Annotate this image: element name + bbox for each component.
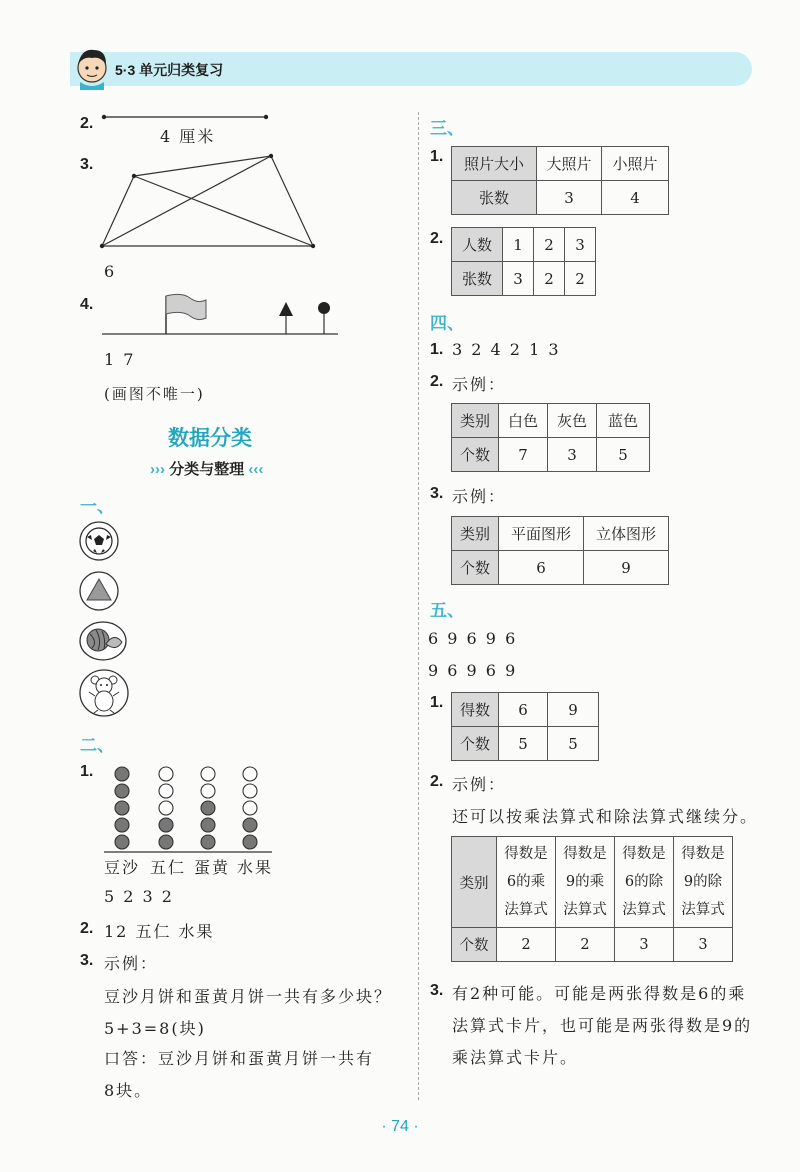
section-title: 数据分类 bbox=[168, 427, 252, 450]
part5-title: 五、 bbox=[430, 601, 464, 620]
bead-filled bbox=[115, 835, 129, 849]
table-cell: 个数 bbox=[452, 438, 499, 472]
bead-empty bbox=[201, 767, 215, 781]
bead-empty bbox=[243, 767, 257, 781]
quadrilateral-diagram bbox=[96, 150, 321, 254]
cell-line: 法算式 bbox=[622, 902, 666, 918]
bead-filled bbox=[159, 818, 173, 832]
bead-filled bbox=[159, 835, 173, 849]
table-cell: 灰色 bbox=[548, 404, 597, 438]
table-cell: 平面图形 bbox=[499, 517, 584, 551]
p5-q3-number: 3. bbox=[430, 982, 444, 999]
bead-counts: 5 2 3 2 bbox=[104, 887, 174, 906]
bead-empty bbox=[243, 784, 257, 798]
table-cell: 2 bbox=[565, 262, 596, 296]
table-cell bbox=[674, 837, 733, 928]
p5-q1-number: 1. bbox=[430, 694, 444, 711]
p2-q1-number: 1. bbox=[80, 763, 94, 780]
p4-q3-label: 示例： bbox=[452, 487, 507, 506]
arrows-right: ‹‹‹ bbox=[244, 461, 264, 478]
p4-q2-label: 示例： bbox=[452, 375, 507, 394]
table-cell: 立体图形 bbox=[584, 517, 669, 551]
table-cell: 9 bbox=[584, 551, 669, 585]
table-cell: 大照片 bbox=[537, 147, 602, 181]
p2-q3-line-3: 口答：豆沙月饼和蛋黄月饼一共有 bbox=[104, 1049, 375, 1068]
p2-q3-number: 3. bbox=[80, 952, 94, 969]
shape-table bbox=[451, 516, 669, 585]
table-cell: 类别 bbox=[452, 404, 499, 438]
table-cell: 得数 bbox=[452, 693, 499, 727]
part2-title: 二、 bbox=[80, 736, 114, 755]
bead-empty bbox=[243, 801, 257, 815]
table-cell: 照片大小 bbox=[452, 147, 537, 181]
table-cell: 5 bbox=[499, 727, 548, 761]
header-title: 5·3 单元归类复习 bbox=[115, 62, 224, 78]
q4-note: (画图不唯一) bbox=[104, 385, 205, 403]
table-cell: 3 bbox=[503, 262, 534, 296]
p5-line-1: 6 9 6 9 6 bbox=[428, 629, 518, 648]
table-cell: 6 bbox=[499, 693, 548, 727]
table-cell: 白色 bbox=[499, 404, 548, 438]
page-number: · 74 · bbox=[381, 1118, 419, 1135]
p4-q1-number: 1. bbox=[430, 341, 444, 358]
column-divider bbox=[418, 112, 419, 1100]
subsection-label: 分类与整理 bbox=[169, 461, 245, 478]
table-cell: 类别 bbox=[452, 517, 499, 551]
cell-line: 9的乘 bbox=[565, 874, 605, 890]
p2-q2-answer: 12 五仁 水果 bbox=[104, 922, 215, 941]
bead-filled bbox=[115, 818, 129, 832]
table-cell: 小照片 bbox=[602, 147, 669, 181]
arrows-left: ››› bbox=[150, 461, 170, 478]
table-cell: 1 bbox=[503, 228, 534, 262]
table-cell: 3 bbox=[615, 928, 674, 962]
bead-filled bbox=[201, 801, 215, 815]
part4-title: 四、 bbox=[430, 314, 464, 333]
photo-size-table bbox=[451, 146, 669, 215]
p5-q3-line-2: 乘法算式卡片。 bbox=[452, 1048, 579, 1067]
q2-number: 2. bbox=[80, 115, 94, 132]
p5-q2-number: 2. bbox=[430, 773, 444, 790]
p5-q2-label: 示例： bbox=[452, 775, 507, 794]
table-cell: 2 bbox=[497, 928, 556, 962]
p4-q3-number: 3. bbox=[430, 485, 444, 502]
people-table bbox=[451, 227, 596, 296]
teddy-bear-icon bbox=[78, 668, 130, 718]
table-cell: 3 bbox=[537, 181, 602, 215]
triangle-icon bbox=[78, 570, 120, 612]
p4-q2-number: 2. bbox=[430, 373, 444, 390]
cell-line: 得数是 bbox=[563, 846, 607, 862]
cell-line: 6的乘 bbox=[506, 874, 546, 890]
part1-title: 一、 bbox=[80, 497, 114, 516]
table-cell bbox=[615, 837, 674, 928]
cell-line: 法算式 bbox=[563, 902, 607, 918]
cell-line: 6的除 bbox=[624, 874, 664, 890]
cell-line: 法算式 bbox=[504, 902, 548, 918]
bead-filled bbox=[201, 818, 215, 832]
p2-q2-number: 2. bbox=[80, 920, 94, 937]
cell-line: 9的除 bbox=[683, 874, 723, 890]
p5-q2-note: 还可以按乘法算式和除法算式继续分。 bbox=[452, 807, 759, 826]
bead-filled bbox=[115, 784, 129, 798]
table-cell: 2 bbox=[534, 228, 565, 262]
flag-diagram bbox=[100, 290, 340, 338]
p3-q2-number: 2. bbox=[430, 230, 444, 247]
soccer-ball-icon bbox=[78, 520, 120, 562]
p2-q3-line-2: 5+3=8(块) bbox=[104, 1019, 206, 1038]
table-cell: 人数 bbox=[452, 228, 503, 262]
part3-title: 三、 bbox=[430, 119, 464, 138]
table-cell: 5 bbox=[597, 438, 650, 472]
bead-label-3: 水果 bbox=[237, 858, 274, 877]
bead-empty bbox=[159, 767, 173, 781]
p5-q3-line-1: 法算式卡片，也可能是两张得数是9的 bbox=[452, 1016, 753, 1035]
q4-number: 4. bbox=[80, 296, 94, 313]
table-cell: 2 bbox=[556, 928, 615, 962]
bead-empty bbox=[159, 784, 173, 798]
segment-label: 4 厘米 bbox=[160, 127, 216, 146]
p2-q3-line-0: 示例： bbox=[104, 954, 159, 973]
bead-filled bbox=[115, 767, 129, 781]
bead-empty bbox=[201, 784, 215, 798]
table-cell: 2 bbox=[534, 262, 565, 296]
bead-empty bbox=[159, 801, 173, 815]
mascot-icon bbox=[72, 44, 112, 90]
table-cell: 3 bbox=[565, 228, 596, 262]
line-segment-4cm bbox=[100, 110, 270, 124]
table-cell: 9 bbox=[548, 693, 599, 727]
bead-filled bbox=[115, 801, 129, 815]
bead-filled bbox=[243, 818, 257, 832]
color-table bbox=[451, 403, 650, 472]
table-cell: 3 bbox=[674, 928, 733, 962]
table-cell: 个数 bbox=[452, 727, 499, 761]
subsection-title bbox=[150, 458, 263, 479]
bead-filled bbox=[201, 835, 215, 849]
p2-q3-line-1: 豆沙月饼和蛋黄月饼一共有多少块？ bbox=[104, 987, 393, 1006]
category-table bbox=[451, 836, 733, 962]
q3-number: 3. bbox=[80, 156, 94, 173]
bead-label-2: 蛋黄 bbox=[194, 858, 231, 877]
q3-answer: 6 bbox=[104, 262, 117, 281]
table-cell bbox=[556, 837, 615, 928]
cell-line: 得数是 bbox=[622, 846, 666, 862]
table-cell bbox=[497, 837, 556, 928]
bead-label-0: 豆沙 bbox=[104, 858, 141, 877]
watermelon-icon bbox=[78, 620, 128, 662]
table-cell: 5 bbox=[548, 727, 599, 761]
p4-q1-answer: 3 2 4 2 1 3 bbox=[452, 340, 561, 359]
p2-q3-line-4: 8块。 bbox=[104, 1081, 153, 1100]
table-cell: 4 bbox=[602, 181, 669, 215]
bead-filled bbox=[243, 835, 257, 849]
p5-line-2: 9 6 9 6 9 bbox=[428, 661, 518, 680]
result-table bbox=[451, 692, 599, 761]
q4-answer: 1 7 bbox=[104, 350, 136, 369]
cell-line: 得数是 bbox=[504, 846, 548, 862]
table-cell: 类别 bbox=[452, 837, 497, 928]
table-cell: 张数 bbox=[452, 181, 537, 215]
table-cell: 个数 bbox=[452, 928, 497, 962]
table-cell: 7 bbox=[499, 438, 548, 472]
table-cell: 6 bbox=[499, 551, 584, 585]
p5-q3-line-0: 有2种可能。可能是两张得数是6的乘 bbox=[452, 984, 747, 1003]
table-cell: 3 bbox=[548, 438, 597, 472]
table-cell: 蓝色 bbox=[597, 404, 650, 438]
table-cell: 张数 bbox=[452, 262, 503, 296]
cell-line: 法算式 bbox=[681, 902, 725, 918]
bead-label-1: 五仁 bbox=[150, 858, 187, 877]
cell-line: 得数是 bbox=[681, 846, 725, 862]
p3-q1-number: 1. bbox=[430, 148, 444, 165]
table-cell: 个数 bbox=[452, 551, 499, 585]
bead-chart bbox=[100, 756, 275, 856]
